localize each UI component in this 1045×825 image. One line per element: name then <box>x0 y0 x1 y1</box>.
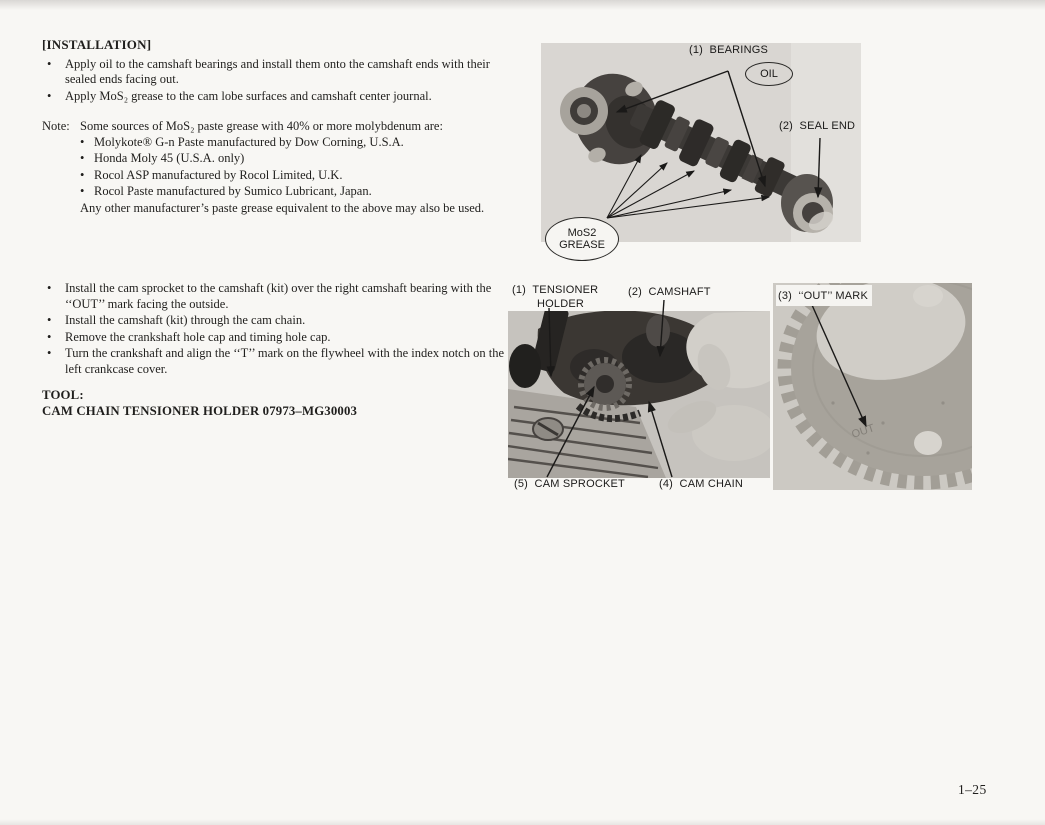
tool-label: TOOL: <box>42 388 84 402</box>
label-out-mark-chip <box>776 285 872 306</box>
label-cam-sprocket: (5) CAM SPROCKET <box>514 478 625 490</box>
bullet-item <box>78 151 504 167</box>
bullet-dot <box>42 330 65 346</box>
bullet-dot <box>42 281 65 312</box>
bullet-item <box>42 89 504 105</box>
bullet-text: Apply oil to the camshaft bearings and install them onto the camshaft ends with their sealed ends facing out. <box>65 56 490 87</box>
label-out-mark: (3) ‘‘OUT’’ MARK <box>778 290 868 302</box>
cylinder-head-illustration <box>508 311 770 478</box>
bullet-text: Install the camshaft (kit) through the cam chain. <box>65 313 306 328</box>
sprocket-illustration <box>773 283 972 490</box>
bullet-dot <box>42 57 65 88</box>
label-tensioner-holder-line1: (1) TENSIONER <box>512 284 599 296</box>
label-seal-end: (2) SEAL END <box>779 120 856 132</box>
bullet-item <box>42 313 504 329</box>
label-grease-line2: GREASE <box>559 239 605 251</box>
label-bearings: (1) BEARINGS <box>689 44 769 56</box>
bullet-text: Install the cam sprocket to the camshaft (kit) over the right camshaft bearing with the ‘‘OUT’’ mark facing the outside. <box>65 281 492 311</box>
bullet-dot <box>78 135 94 151</box>
tool-value: CAM CHAIN TENSIONER HOLDER 07973–MG30003 <box>42 404 358 418</box>
camshaft-illustration <box>541 43 861 242</box>
label-grease-oval <box>545 217 619 261</box>
bullet-item <box>78 168 504 184</box>
steps-section <box>42 281 504 379</box>
bullet-dot <box>42 89 65 105</box>
label-camshaft: (2) CAMSHAFT <box>628 286 711 298</box>
bullet-item <box>42 330 504 346</box>
scan-edge-bottom <box>0 819 1045 825</box>
figure-sprocket-photo <box>773 283 972 490</box>
label-tensioner-holder-line2: HOLDER <box>537 298 585 310</box>
bullet-text: Rocol Paste manufactured by Sumico Lubricant, Japan. <box>94 184 372 199</box>
bullet-dot <box>78 151 94 167</box>
scan-edge-top <box>0 0 1045 10</box>
bullet-text: Apply MoS₂ grease to the cam lobe surfaces and camshaft center journal. <box>65 88 432 103</box>
bullet-item <box>78 135 504 151</box>
bullet-dot <box>42 346 65 377</box>
bullet-text: Molykote® G-n Paste manufactured by Dow Corning, U.S.A. <box>94 134 404 149</box>
note-intro-line <box>42 119 504 135</box>
label-cam-chain: (4) CAM CHAIN <box>659 478 744 490</box>
note-intro: Some sources of MoS₂ paste grease with 40% or more molybdenum are: <box>80 119 443 133</box>
bullet-item <box>42 57 504 88</box>
note-footer: Any other manufacturer’s paste grease equivalent to the above may also be used. <box>80 200 485 215</box>
label-grease-line1: MoS2 <box>567 226 597 239</box>
sprocket-hole-top <box>913 285 943 307</box>
note-section <box>42 119 504 217</box>
out-stamp: OUT <box>850 422 877 441</box>
bullet-dot <box>42 313 65 329</box>
label-oil: OIL <box>760 67 778 80</box>
bullet-text: Remove the crankshaft hole cap and timing hole cap. <box>65 329 331 344</box>
bullet-item <box>42 346 504 377</box>
note-label: Note: <box>42 119 70 133</box>
tool-section <box>42 387 504 419</box>
bullet-dot <box>78 184 94 200</box>
page-number: 1–25 <box>958 782 987 797</box>
bullet-text: Turn the crankshaft and align the ‘‘T’’ mark on the flywheel with the index notch on the left crankcase cover. <box>65 346 504 376</box>
figure-cylinder-head-photo <box>508 311 770 478</box>
figure-camshaft-photo <box>541 43 861 242</box>
sprocket-hole-bottom <box>914 431 942 455</box>
label-oil-oval <box>745 62 793 86</box>
bullet-text: Rocol ASP manufactured by Rocol Limited, U.K. <box>94 167 343 182</box>
bullet-dot <box>78 168 94 184</box>
bullet-item <box>42 281 504 312</box>
bullet-item <box>78 184 504 200</box>
note-bullets <box>78 135 504 200</box>
installation-section <box>42 37 504 105</box>
bullet-text: Honda Moly 45 (U.S.A. only) <box>94 151 245 166</box>
installation-heading: [INSTALLATION] <box>42 37 152 52</box>
